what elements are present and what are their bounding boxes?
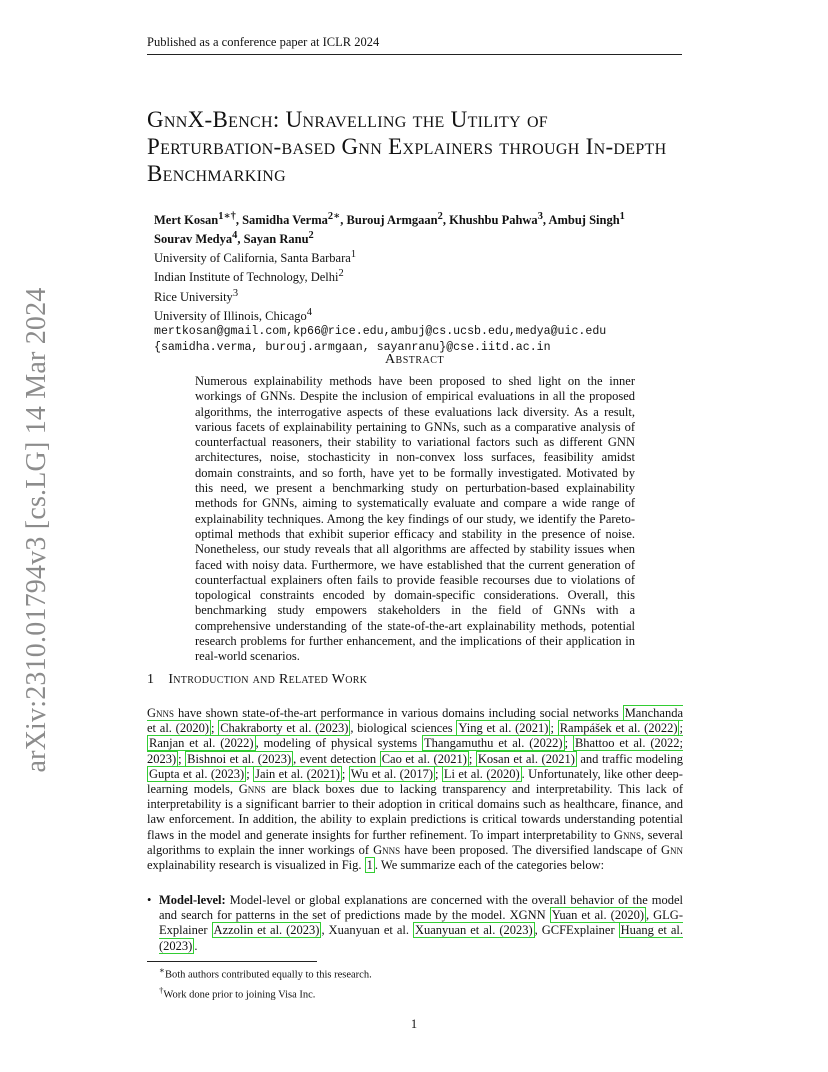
section-title: Introduction and Related Work — [168, 672, 368, 687]
author-name: Sayan Ranu — [243, 232, 309, 247]
page-number: 1 — [410, 1017, 418, 1031]
running-head: Published as a conference paper at ICLR 2024 — [147, 35, 380, 49]
citation-link[interactable]: Kosan et al. (2021) — [477, 751, 575, 766]
author-sup: 3 — [537, 211, 543, 222]
citation-link[interactable]: Bhattoo et al. (2022; 2023) — [147, 736, 683, 766]
bullet-label: Model-level: — [159, 893, 226, 907]
affiliation: University of Illinois, Chicago$^4$ — [154, 306, 312, 323]
footnotes — [159, 963, 372, 1002]
citation-link[interactable]: Wu et al. (2017) — [350, 766, 433, 781]
author-sup: 4 — [232, 230, 238, 242]
citation-link[interactable]: Cao et al. (2021) — [381, 751, 467, 766]
bullet-dot: • — [147, 893, 152, 907]
author-sup: 1∗† — [218, 211, 236, 222]
author-sup: 2 — [308, 230, 314, 242]
author-name: Samidha Verma — [242, 213, 328, 228]
paper-title: GnnX-Bench: Unravelling the Utility of Perturbation-based Gnn Explainers through In-depth Benchmarking — [147, 107, 667, 186]
section-number: 1 — [147, 672, 155, 687]
citation-link[interactable]: Bishnoi et al. (2023) — [187, 751, 292, 766]
email-line: mertkosan@gmail.com,kp66@rice.edu,ambuj@cs.ucsb.edu,medya@uic.edu — [154, 324, 607, 338]
citation-link[interactable]: Manchanda et al. (2020) — [147, 706, 683, 736]
footnote: ∗Both authors contributed equally to this research. — [159, 965, 372, 981]
author-name: Burouj Armgaan — [346, 213, 438, 228]
author-names: Mert Kosan$^{1∗\dagger}$, Samidha Verma$^{2∗}$, Burouj Armgaan$^2$, Khushbu Pahwa$^3$, Ambuj Singh$^1$ Sourav Medya$^4$, Sayan Ranu$^2$ — [154, 211, 625, 247]
citation-link[interactable]: Huang et al. (2023) — [159, 923, 683, 953]
citation-link[interactable]: Gupta et al. (2023) — [149, 766, 245, 781]
affiliation: Indian Institute of Technology, Delhi$^2$ — [154, 268, 344, 285]
author-sup: 2 — [437, 211, 443, 222]
citation-link[interactable]: Rampášek et al. (2022) — [559, 721, 678, 736]
author-block — [154, 209, 694, 356]
affiliation: University of California, Santa Barbara$^1$ — [154, 249, 357, 266]
author-name: Mert Kosan — [154, 213, 219, 228]
author-sup: 1 — [619, 211, 625, 222]
author-name: Khushbu Pahwa — [449, 213, 538, 228]
email-line: {samidha.verma, burouj.armgaan, sayanranu}@cse.iitd.ac.in — [154, 340, 551, 354]
citation-link[interactable]: Chakraborty et al. (2023) — [220, 721, 349, 736]
abstract-heading: Abstract — [384, 352, 445, 367]
figure-ref-link[interactable]: 1 — [366, 858, 373, 873]
citation-link[interactable]: Ying et al. (2021) — [458, 721, 549, 736]
citation-link[interactable]: Jain et al. (2021) — [255, 766, 340, 781]
affiliation: Rice University$^3$ — [154, 287, 239, 304]
header-rule — [147, 54, 682, 55]
citation-link[interactable]: Thangamuthu et al. (2022) — [424, 736, 563, 751]
footnote: †Work done prior to joining Visa Inc. — [159, 984, 316, 1000]
author-name: Ambuj Singh — [548, 213, 620, 228]
citation-link[interactable]: Li et al. (2020) — [443, 766, 520, 781]
author-sup: 2∗ — [327, 211, 341, 222]
abstract-body: Numerous explainability methods have been proposed to shed light on the inner workings of GNNs. Despite the inclusion of empirical evaluations in all the proposed algorithms, the interrogative aspects of these evaluations lack diversity. As a result, various facets of explainability pertaining to GNNs, such as a comparative analysis of counterfactual reasoners, their stability to variational factors such as different GNN architectures, noise, stochasticity in non-convex loss surfaces, feasibility amidst domain constraints, and so forth, have yet to be formally investigated. Motivated by this need, we present a benchmarking study on perturbation-based explainability methods for GNNs, aiming to systematically evaluate and compare a wide range of explainability techniques. Among the key findings of our study, we identify the Pareto-optimal methods that exhibit superior efficacy and stability in the presence of noise. Nonetheless, our study reveals that all algorithms are affected by stability issues when faced with noisy data. Furthermore, we have established that the current generation of counterfactual explainers often fails to provide feasible recourses due to violations of topological constraints encoded by domain-specific considerations. Overall, this benchmarking study empowers stakeholders in the field of GNNs with a comprehensive understanding of the state-of-the-art explainability methods, potential research problems for further enhancement, and the implications of their application in real-world scenarios. — [195, 374, 635, 664]
citation-link[interactable]: Xuanyuan et al. (2023) — [414, 923, 533, 938]
intro-paragraph: Gnns have shown state-of-the-art performance in various domains including social networks Manchanda et al. (2020) ; Chakraborty et al. (2023) , biological sciences Ying et al. (2021) ; Rampášek et al. (2022) ; Ranjan et al. (2022) , modeling of physical systems Thangamuthu et al. (2022) ; Bhattoo et al. (2022; 2023) ; Bishnoi et al. (2023) , event detection Cao et al. (2021) ; Kosan et al. (2021) and traffic modeling Gupta et al. (2023) ; Jain et al. (2021) ; Wu et al. (2017) ; Li et al. (2020) . Unfortunately, like other deep-learning models, Gnns are black boxes due to lacking transparency and interpretability. This lack of interpretability is a significant barrier to their adoption in critical domains such as healthcare, finance, and law enforcement. In addition, the ability to explain predictions is critical towards understanding potential flaws in the model and generate insights for further refinement. To impart interpretability to Gnns, several algorithms to explain the inner workings of Gnns have been proposed. The diversified landscape of Gnn explainability research is visualized in Fig. 1 . We summarize each of the categories below: — [147, 706, 683, 873]
citation-link[interactable]: Yuan et al. (2020) — [551, 908, 644, 923]
section-heading — [147, 672, 367, 688]
citation-link[interactable]: Ranjan et al. (2022) — [149, 736, 254, 751]
arxiv-stamp-text: arXiv:2310.01794v3 [cs.LG] 14 Mar 2024 — [21, 287, 52, 773]
footnote-rule — [147, 961, 317, 962]
arxiv-stamp — [21, 287, 52, 773]
author-name: Sourav Medya — [154, 232, 233, 247]
citation-link[interactable]: Azzolin et al. (2023) — [213, 923, 320, 938]
bullet-model-level: • Model-level: Model-level or global explanations are concerned with the overall behavior of the model and search for patterns in the set of predictions made by the model. XGNN Yuan et al. (2020) , GLG-Explainer Azzolin et al. (2023) , Xuanyuan et al. Xuanyuan et al. (2023) , GCFExplainer Huang et al. (2023) . — [147, 893, 683, 953]
